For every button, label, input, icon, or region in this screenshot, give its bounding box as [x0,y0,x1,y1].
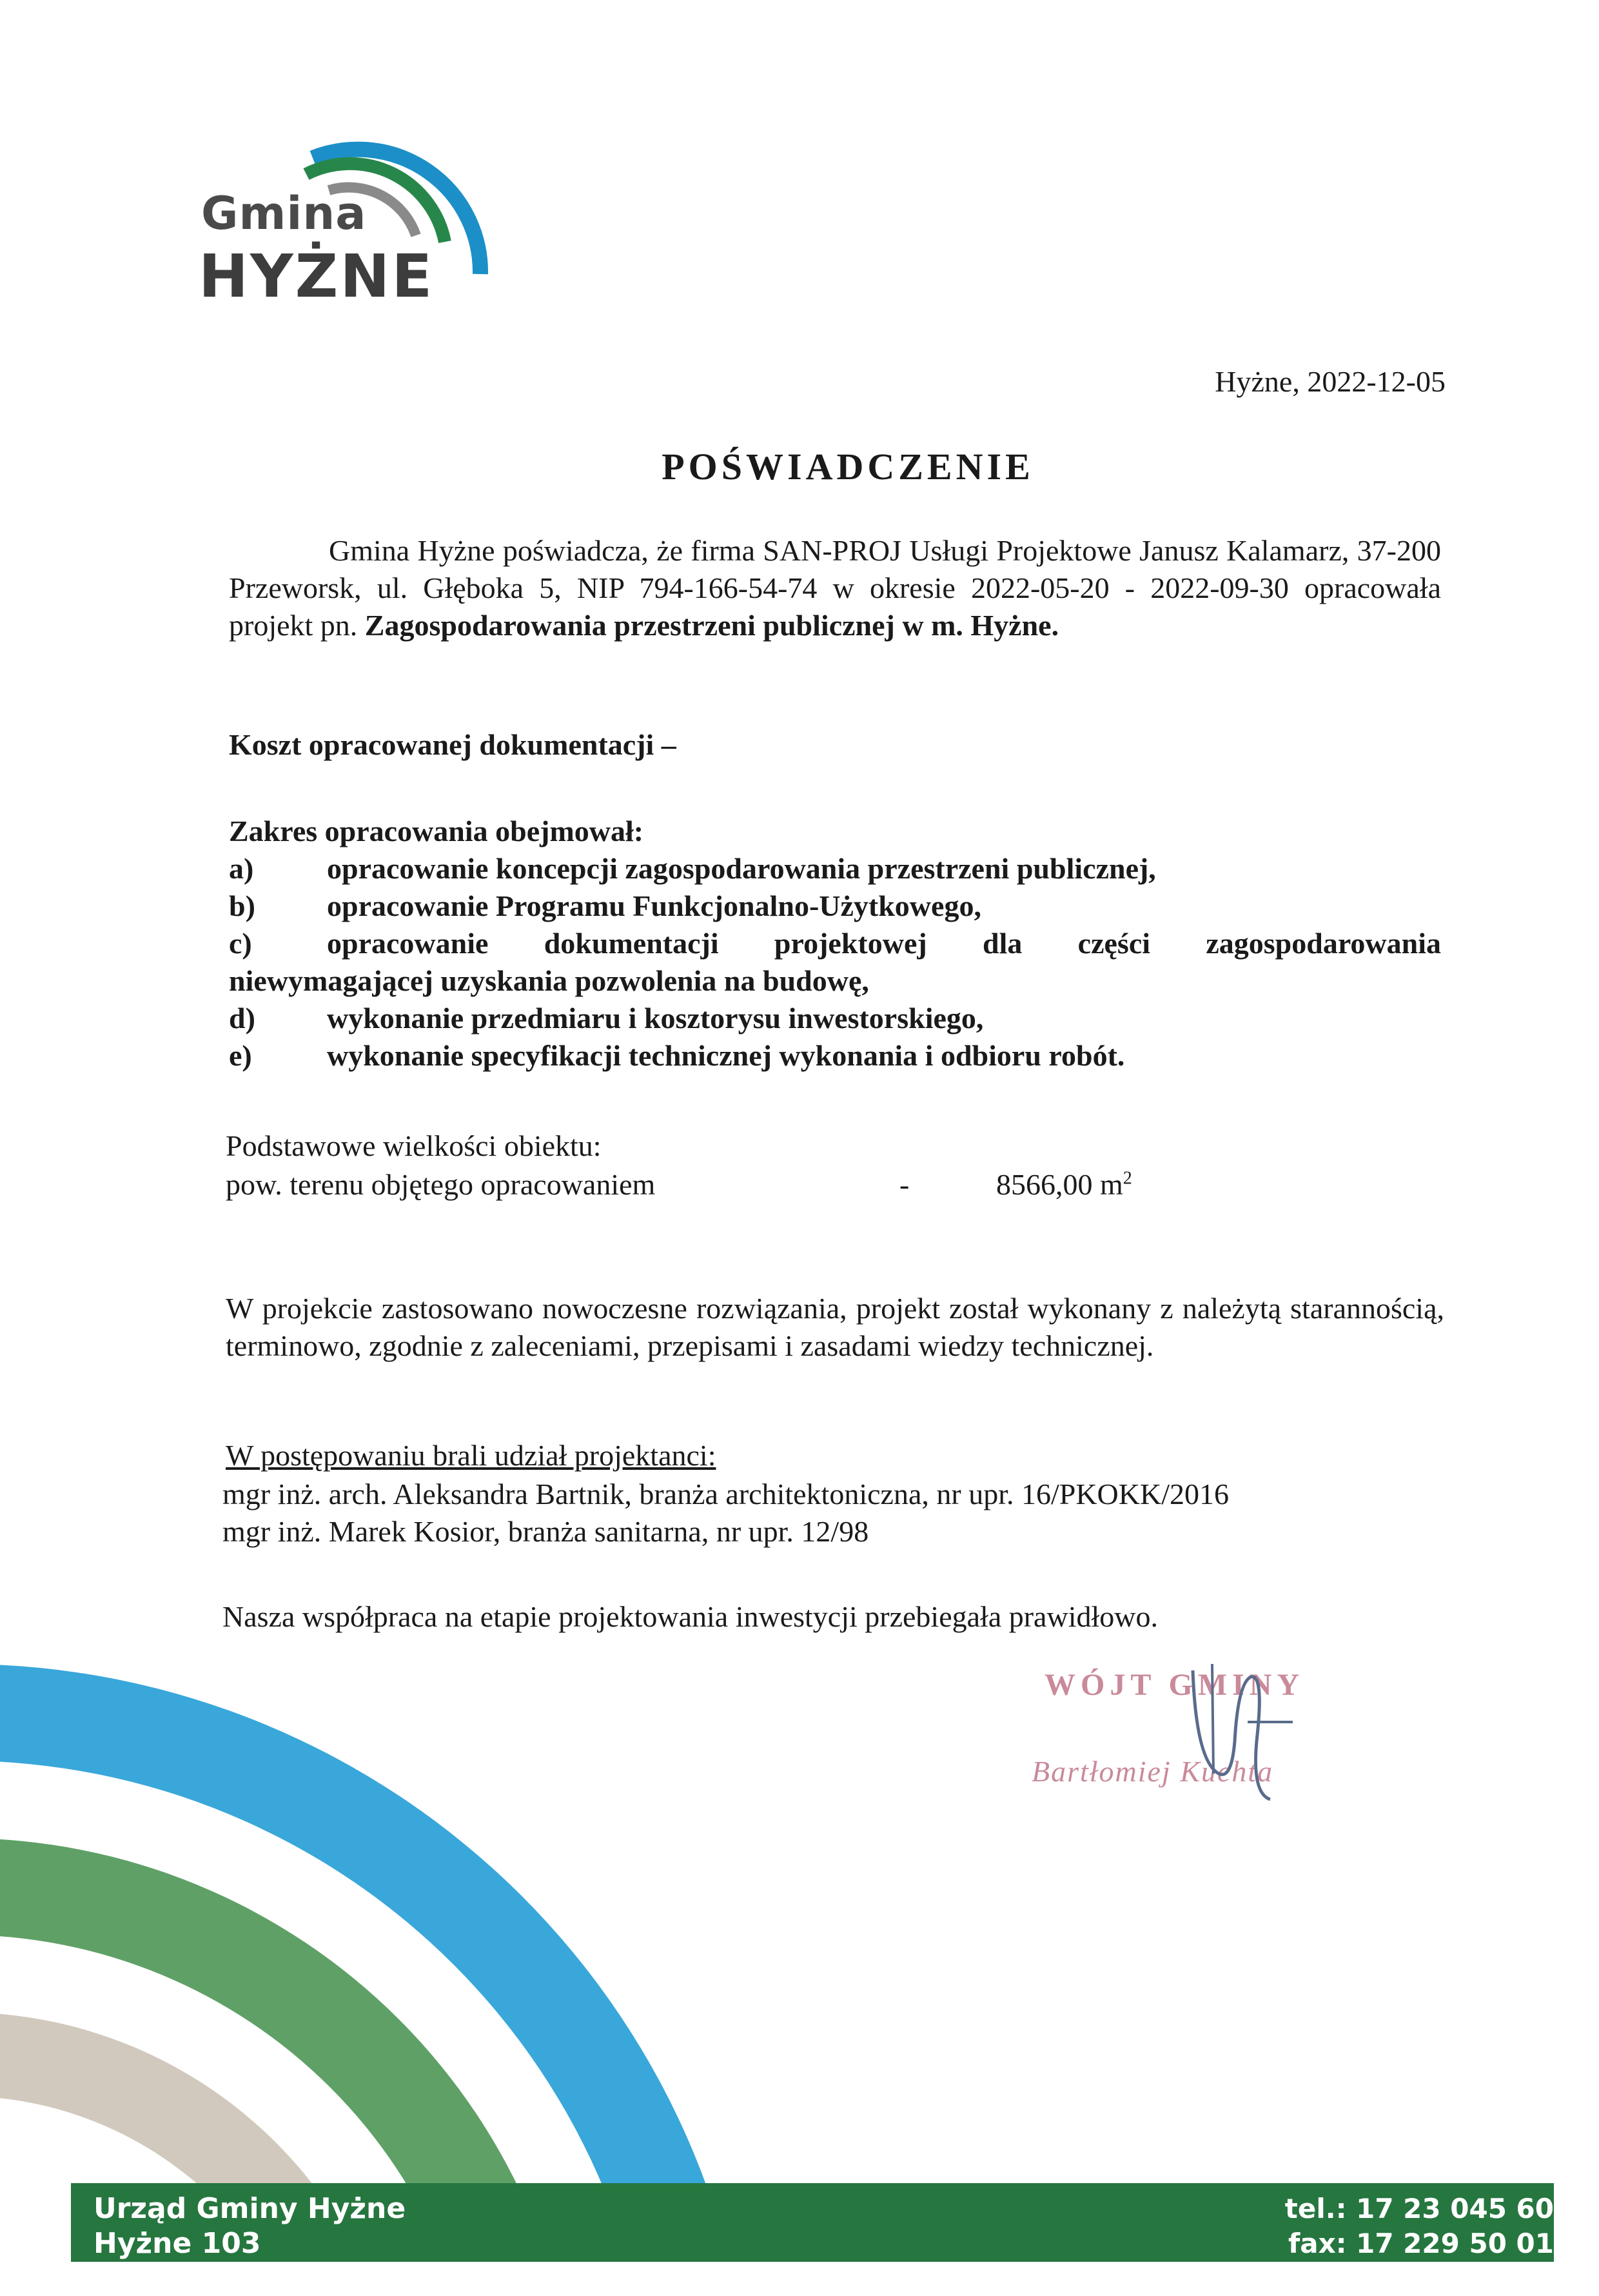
list-item [229,925,1441,962]
footer-contact [1188,2192,1554,2296]
footer-address-line: Urząd Gminy Hyżne [93,2192,406,2225]
list-item [229,1000,1441,1037]
footer-address-line: 36-024 Hyżne [93,2262,312,2295]
list-item-text: opracowanie Programu Funkcjonalno-Użytkowego, [327,889,981,922]
document-title: POŚWIADCZENIE [662,446,1034,488]
list-item [229,1037,1441,1074]
params-dash: - [899,1168,910,1201]
area-unit-superscript: 2 [1123,1168,1132,1189]
designer-1: mgr inż. arch. Aleksandra Bartnik, branża architektoniczna, nr upr. 16/PKOKK/2016 [222,1478,1229,1510]
designer-2: mgr inż. Marek Kosior, branża sanitarna, nr upr. 12/98 [222,1515,869,1548]
footer-address-line: Hyżne 103 [93,2227,261,2260]
scope-title: Zakres opracowania obejmował: [229,815,644,847]
stamp-name: Bartłomiej Kuchta [1032,1755,1274,1788]
list-item [229,850,1441,887]
stamp-title: WÓJT GMINY [1045,1668,1305,1702]
params-row-label: pow. terenu objętego opracowaniem [226,1168,656,1201]
list-item-letter: e) [229,1039,252,1072]
intro-text: Gmina Hyżne poświadcza, że firma SAN-PROJ Usługi Projektowe Janusz Kalamarz, 37-200 Przeworsk, ul. Głęboka 5, NIP 794-166-54-74 w okresie 2022-05-20 - 2022-09-30 opracowała projekt pn. [229,534,1441,642]
footer-email: e-mail: gmina@hyzne.pl [1188,2262,1554,2294]
list-item-text: wykonanie przedmiaru i kosztorysu inwestorskiego, [327,1002,984,1034]
params-title: Podstawowe wielkości obiektu: [226,1129,602,1162]
footer-address [93,2192,406,2296]
list-item [229,887,1441,925]
list-item-text: opracowanie dokumentacji projektowej dla części zagospodarowania [327,927,1441,960]
list-item-text: opracowanie koncepcji zagospodarowania przestrzeni publicznej, [327,852,1156,885]
designers-title: W postępowaniu brali udział projektanci: [226,1439,716,1472]
quality-paragraph: W projekcie zastosowano nowoczesne rozwiązania, projekt został wykonany z należytą starannością, terminowo, zgodnie z zaleceniami, przepisami i zasadami wiedzy technicznej. [226,1292,1444,1362]
document-date: Hyżne, 2022-12-05 [1215,365,1446,398]
project-name: Zagospodarowania przestrzeni publicznej w m. Hyżne. [364,609,1059,642]
intro-paragraph [229,532,1441,644]
area-value: 8566,00 m [996,1168,1123,1201]
params-value [996,1167,1132,1202]
cost-label: Koszt opracowanej dokumentacji – [229,728,676,761]
list-item-letter: b) [229,889,255,922]
scope-list [229,850,1441,1074]
list-item-letter: a) [229,852,254,885]
footer-fax: fax: 17 229 50 01 [1288,2228,1554,2259]
list-item-letter: d) [229,1002,255,1034]
list-item-text: wykonanie specyfikacji technicznej wykonania i odbioru robót. [327,1039,1125,1072]
footer-phone: tel.: 17 23 045 60 [1284,2193,1554,2224]
logo-text-gmina: Gmina [201,187,367,240]
list-item-continuation: niewymagającej uzyskania pozwolenia na budowę, [229,964,869,997]
cooperation-sentence: Nasza współpraca na etapie projektowania inwestycji przebiegała prawidłowo. [222,1600,1158,1633]
logo-text-hyzne: HYŻNE [199,242,435,311]
handwritten-signature [1173,1645,1302,1812]
decorative-arcs [0,1599,1599,2262]
list-item-letter: c) [229,927,252,960]
